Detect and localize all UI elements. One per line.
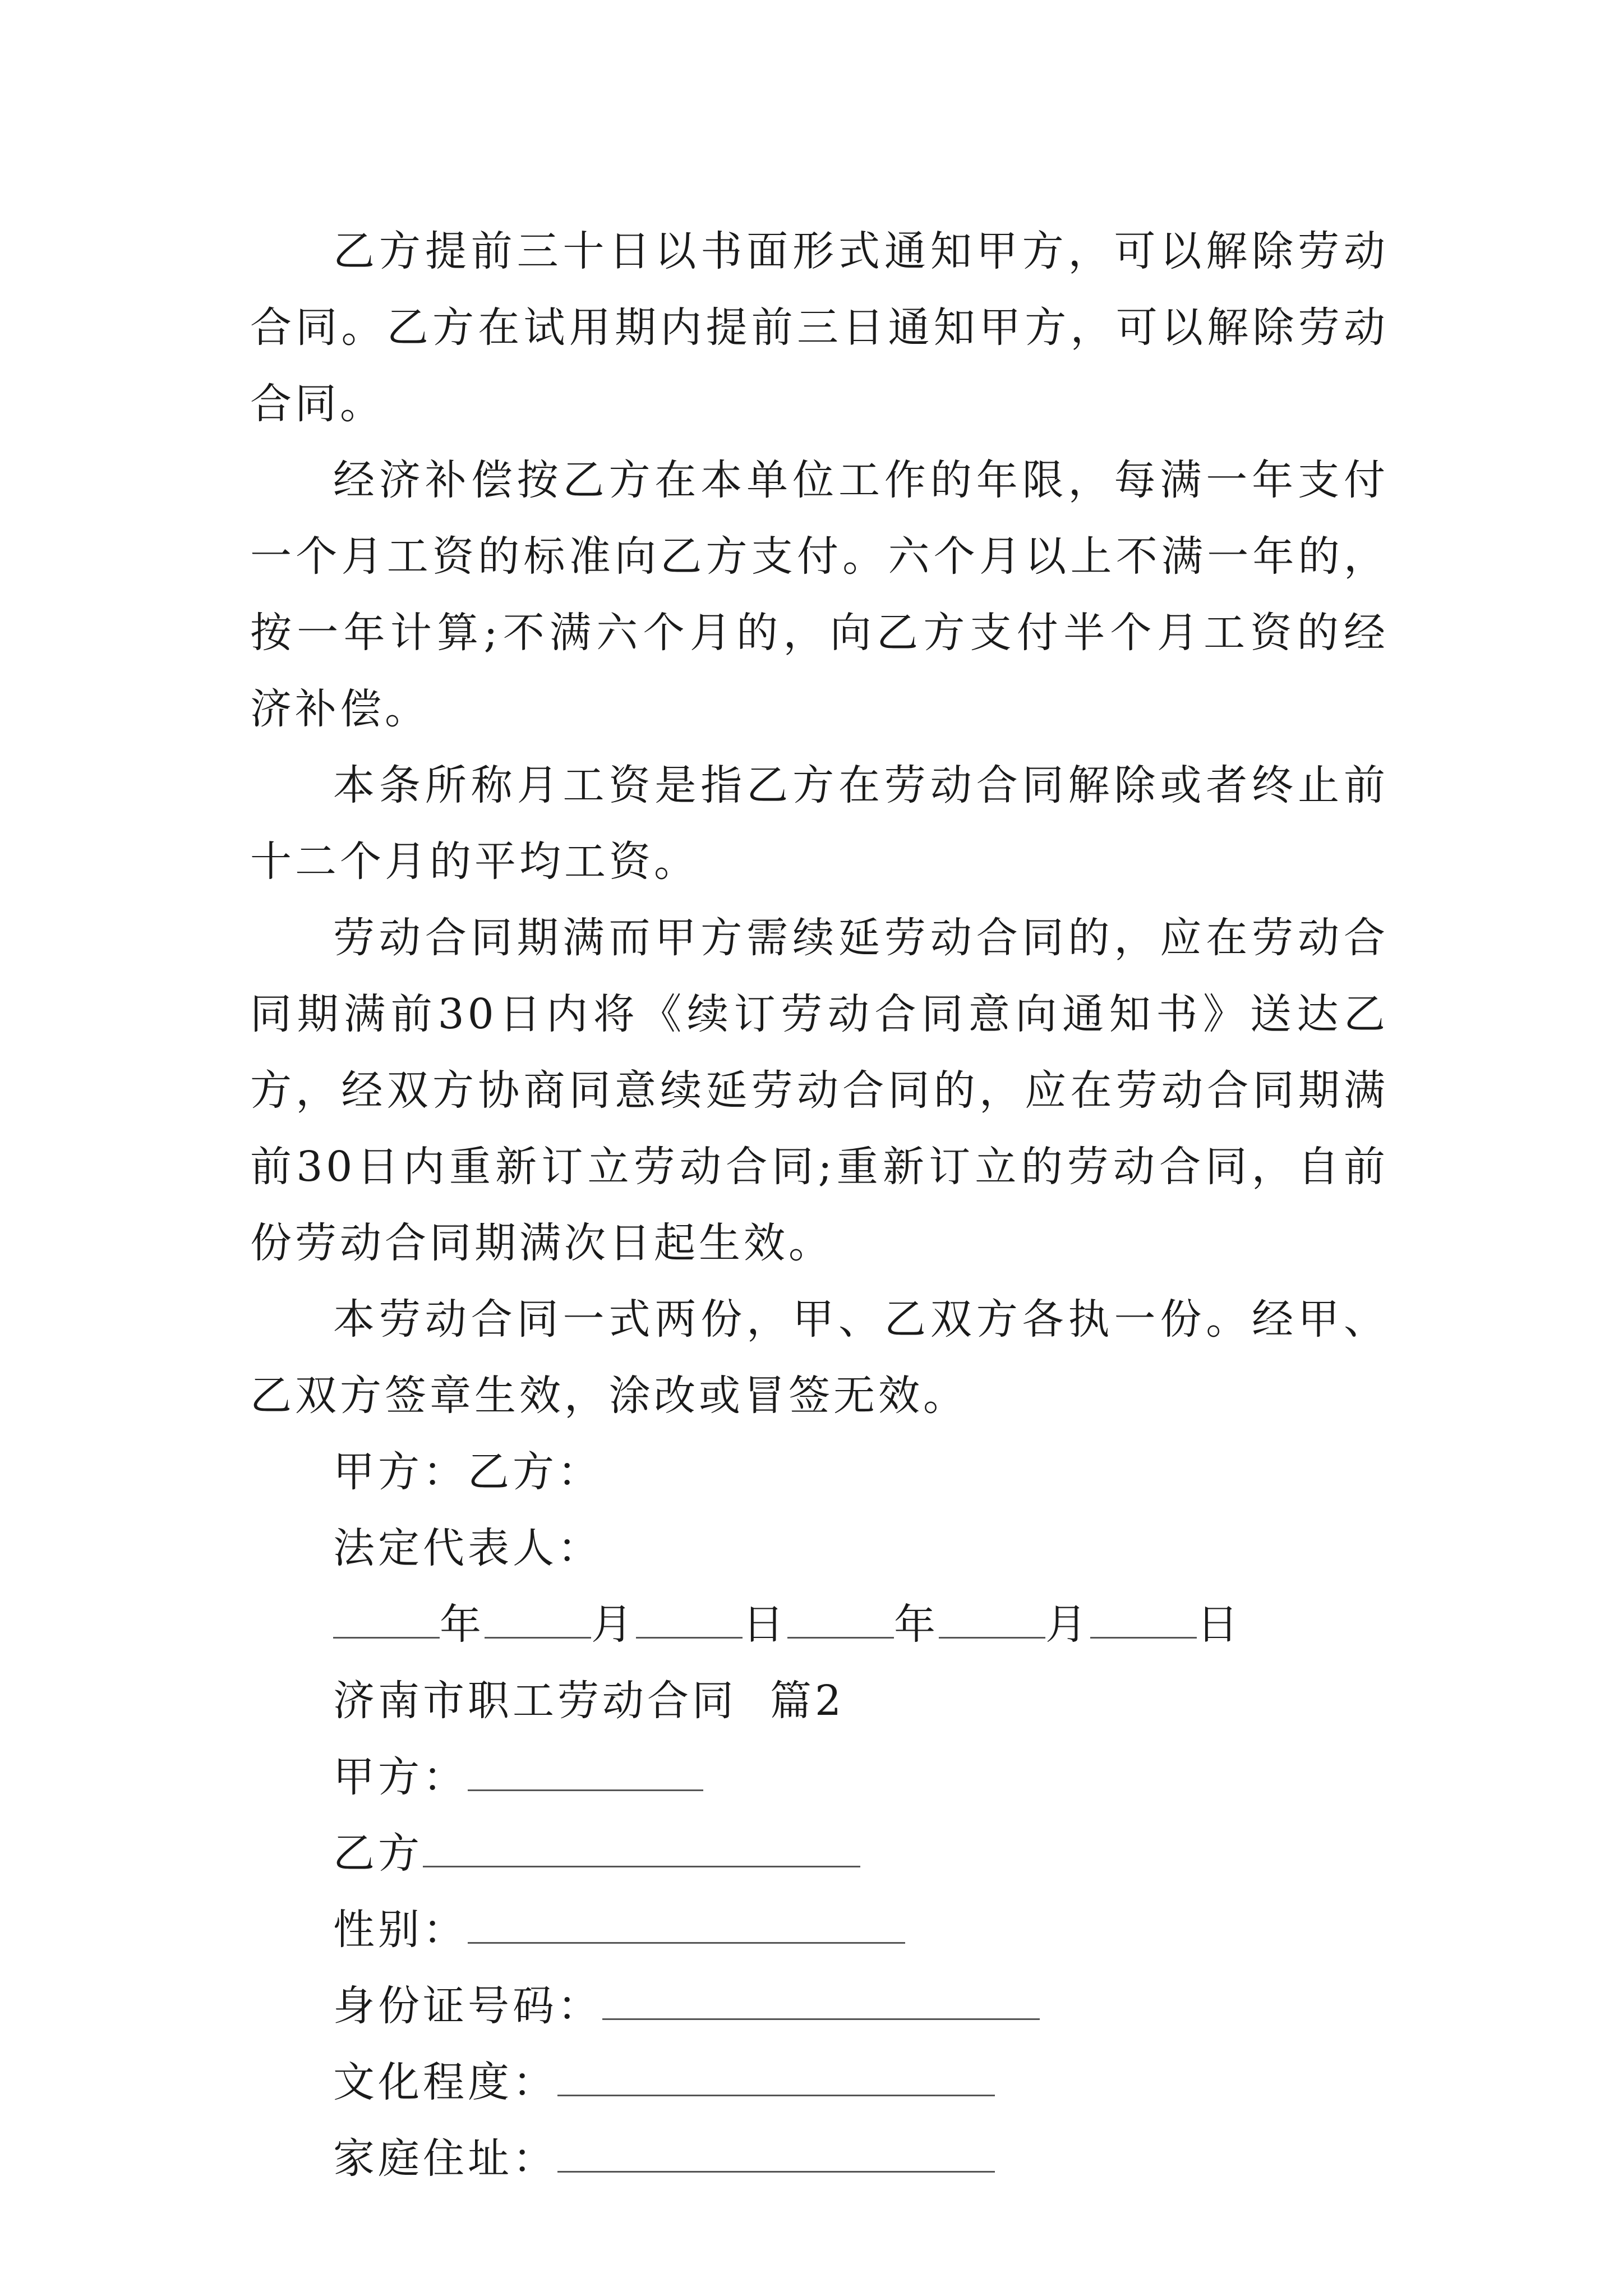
form-row-id-number	[250, 1968, 1389, 2044]
form-label-id-number: 身份证号码：	[333, 1982, 602, 2030]
form-label-party-a: 甲方：	[333, 1753, 468, 1801]
form-row-education	[250, 2044, 1389, 2120]
form-row-address	[250, 2120, 1389, 2197]
paragraph-termination-notice: 乙方提前三十日以书面形式通知甲方，可以解除劳动合同。乙方在试用期内提前三日通知甲方，可以解除劳动合同。	[250, 227, 1389, 428]
form-blank-id-number[interactable]	[602, 1982, 1040, 2020]
date-blank-3[interactable]	[636, 1601, 743, 1639]
form-row-party-b	[250, 1815, 1389, 1892]
form-blank-education[interactable]	[557, 2059, 995, 2096]
form-blank-party-b[interactable]	[423, 1830, 860, 1867]
paragraph-compensation: 经济补偿按乙方在本单位工作的年限，每满一年支付一个月工资的标准向乙方支付。六个月以上不满一年的，按一年计算;不满六个月的，向乙方支付半个月工资的经济补偿。	[250, 456, 1389, 733]
signature-legal-rep: 法定代表人：	[333, 1524, 602, 1572]
date-blank-1[interactable]	[333, 1601, 440, 1639]
form-label-address: 家庭住址：	[333, 2134, 557, 2183]
signature-parties: 甲方：乙方：	[333, 1448, 602, 1496]
form-blank-gender[interactable]	[468, 1906, 905, 1944]
date-label-day: 日	[743, 1600, 787, 1649]
form-label-party-b: 乙方	[333, 1829, 423, 1878]
form-row-gender	[250, 1892, 1389, 1968]
form-blank-address[interactable]	[557, 2135, 995, 2173]
form-row-party-a	[250, 1739, 1389, 1815]
section-title: 济南市职工劳动合同 篇2	[333, 1677, 845, 1725]
form-blank-party-a[interactable]	[468, 1754, 703, 1791]
paragraph-renewal: 劳动合同期满而甲方需续延劳动合同的，应在劳动合同期满前30日内将《续订劳动合同意向通知书》送达乙方，经双方协商同意续延劳动合同的，应在劳动合同期满前30日内重新订立劳动合同;重新订立的劳动合同，自前份劳动合同期满次日起生效。	[250, 914, 1389, 1267]
paragraph-monthly-wage: 本条所称月工资是指乙方在劳动合同解除或者终止前十二个月的平均工资。	[250, 761, 1389, 886]
signature-date-row	[250, 1586, 1389, 1663]
date-blank-2[interactable]	[485, 1601, 591, 1639]
form-label-gender: 性别：	[333, 1906, 468, 1954]
paragraph-copies: 本劳动合同一式两份，甲、乙双方各执一份。经甲、乙双方签章生效，涂改或冒签无效。	[250, 1295, 1389, 1420]
date-blank-6[interactable]	[1090, 1601, 1197, 1639]
date-label-year-2: 年	[894, 1600, 939, 1649]
date-label-month: 月	[591, 1600, 636, 1649]
date-blank-4[interactable]	[787, 1601, 894, 1639]
date-blank-5[interactable]	[939, 1601, 1045, 1639]
date-label-year: 年	[440, 1600, 485, 1649]
date-label-month-2: 月	[1045, 1600, 1090, 1649]
document-body	[250, 213, 1389, 2197]
date-label-day-2: 日	[1197, 1600, 1242, 1649]
form-label-education: 文化程度：	[333, 2058, 557, 2106]
